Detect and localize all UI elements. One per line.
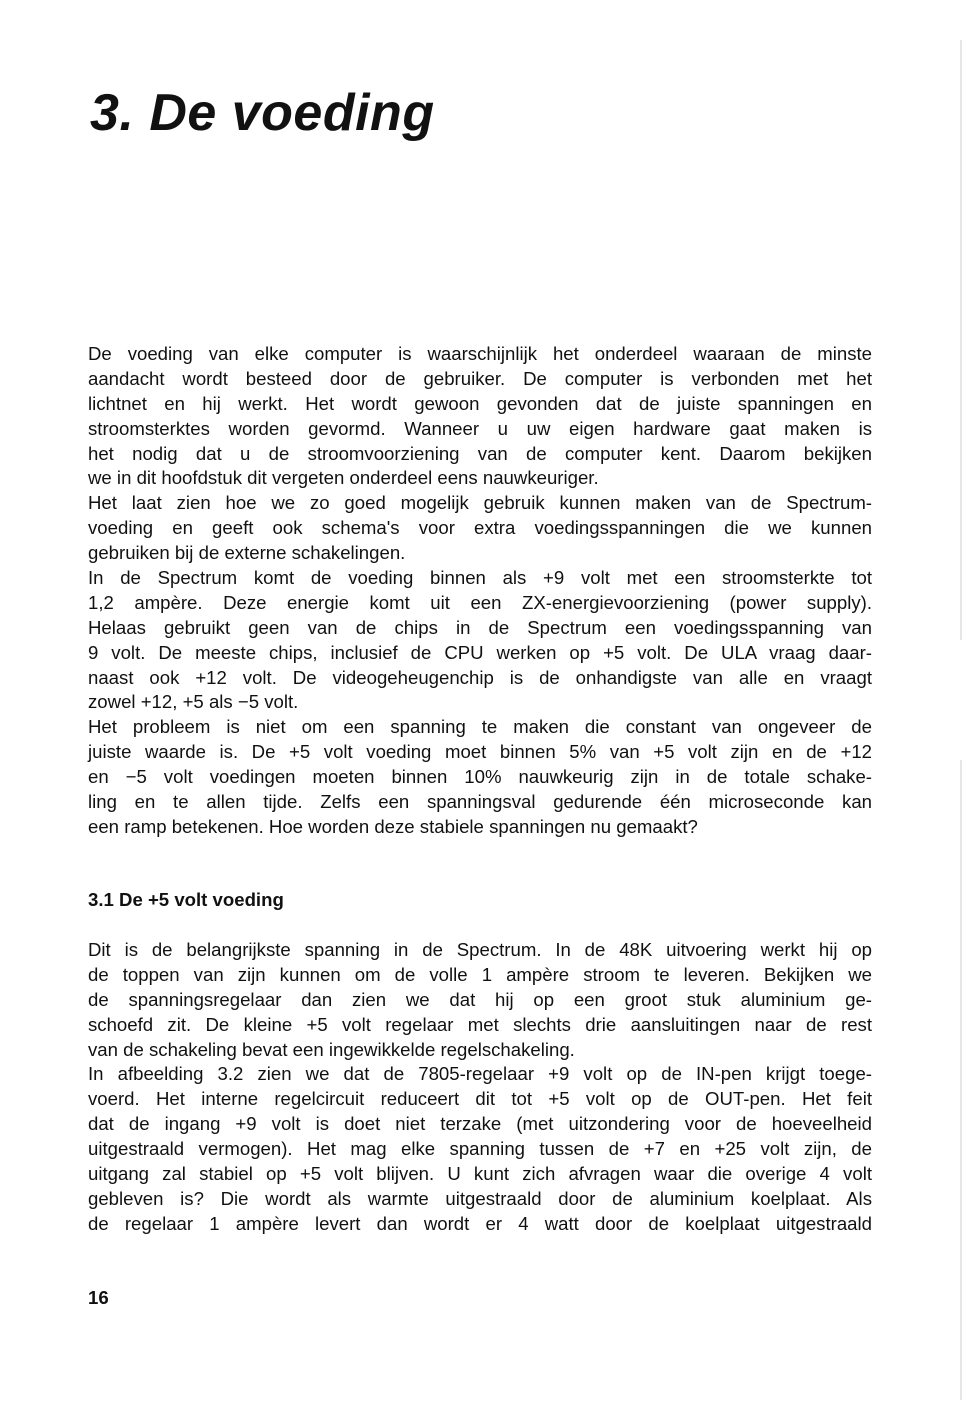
text-line: Het laat zien hoe we zo goed mogelijk gebruik kunnen maken van de Spectrum- bbox=[88, 492, 872, 514]
text-line: aandacht wordt besteed door de gebruiker. De computer is verbonden met het bbox=[88, 367, 872, 389]
text-line: uitgestraald vermogen). Het mag elke spanning tussen de +7 en +25 volt zijn, de bbox=[88, 1138, 872, 1160]
text-line: het nodig dat u de stroomvoorziening van de computer kent. Daarom bekijken bbox=[88, 442, 872, 464]
chapter-title: 3. De voeding bbox=[90, 84, 435, 142]
section-heading: 3.1 De +5 volt voeding bbox=[88, 889, 284, 910]
text-line: een ramp betekenen. Hoe worden deze stabiele spanningen nu gemaakt? bbox=[88, 815, 698, 837]
text-line: van de schakeling bevat een ingewikkelde regelschakeling. bbox=[88, 1038, 575, 1060]
text-line: we in dit hoofdstuk dit vergeten onderdeel eens nauwkeuriger. bbox=[88, 467, 599, 489]
scan-edge-shadow bbox=[960, 40, 962, 640]
text-line: de toppen van zijn kunnen om de volle 1 ampère stroom te leveren. Bekijken we bbox=[88, 963, 872, 985]
text-line: juiste waarde is. De +5 volt voeding moet binnen 5% van +5 volt zijn en de +12 bbox=[88, 741, 872, 763]
text-line: In afbeelding 3.2 zien we dat de 7805-regelaar +9 volt op de IN-pen krijgt toege- bbox=[88, 1063, 872, 1085]
intro-text bbox=[88, 342, 872, 840]
text-line: In de Spectrum komt de voeding binnen als +9 volt met een stroomsterkte tot bbox=[88, 567, 872, 589]
text-line: ling en te allen tijde. Zelfs een spanningsval gedurende één microseconde kan bbox=[88, 791, 872, 813]
page-number: 16 bbox=[88, 1287, 109, 1308]
text-line: zowel +12, +5 als −5 volt. bbox=[88, 691, 299, 713]
text-line: De voeding van elke computer is waarschijnlijk het onderdeel waaraan de minste bbox=[88, 343, 872, 364]
text-line: voerd. Het interne regelcircuit reduceert dit tot +5 volt op de OUT-pen. Het feit bbox=[88, 1088, 872, 1110]
text-line: gebleven is? Die wordt als warmte uitgestraald door de aluminium koelplaat. Als bbox=[88, 1187, 872, 1209]
text-line: naast ook +12 volt. De videogeheugenchip is de onhandigste van alle en vraagt bbox=[88, 666, 872, 688]
text-line: Het probleem is niet om een spanning te maken die constant van ongeveer de bbox=[88, 716, 872, 738]
text-line: uitgang zal stabiel op +5 volt blijven. U kunt zich afvragen waar die overige 4 volt bbox=[88, 1163, 872, 1185]
text-line: Dit is de belangrijkste spanning in de Spectrum. In de 48K uitvoering werkt hij op bbox=[88, 939, 872, 960]
text-line: dat de ingang +9 volt is doet niet terzake (met uitzondering voor de hoeveelheid bbox=[88, 1113, 872, 1135]
text-line: de regelaar 1 ampère levert dan wordt er 4 watt door de koelplaat uitgestraald bbox=[88, 1212, 872, 1234]
scan-edge-shadow bbox=[960, 760, 962, 1400]
text-line: stroomsterktes worden gevormd. Wanneer u uw eigen hardware gaat maken is bbox=[88, 417, 872, 439]
text-line: en −5 volt voedingen moeten binnen 10% nauwkeurig zijn in de totale schake- bbox=[88, 766, 872, 788]
text-line: 1,2 ampère. Deze energie komt uit een ZX-energievoorziening (power supply). bbox=[88, 591, 872, 613]
text-line: de spanningsregelaar dan zien we dat hij op een groot stuk aluminium ge- bbox=[88, 988, 872, 1010]
text-line: voeding en geeft ook schema's voor extra voedingsspanningen die we kunnen bbox=[88, 517, 872, 539]
text-line: 9 volt. De meeste chips, inclusief de CPU werken op +5 volt. De ULA vraag daar- bbox=[88, 641, 872, 663]
text-line: schoefd zit. De kleine +5 volt regelaar met slechts drie aansluitingen naar de rest bbox=[88, 1013, 872, 1035]
text-line: gebruiken bij de externe schakelingen. bbox=[88, 542, 406, 564]
section-text bbox=[88, 938, 872, 1237]
text-line: Helaas gebruikt geen van de chips in de Spectrum een voedingsspanning van bbox=[88, 616, 872, 638]
text-line: lichtnet en hij werkt. Het wordt gewoon gevonden dat de juiste spanningen en bbox=[88, 392, 872, 414]
